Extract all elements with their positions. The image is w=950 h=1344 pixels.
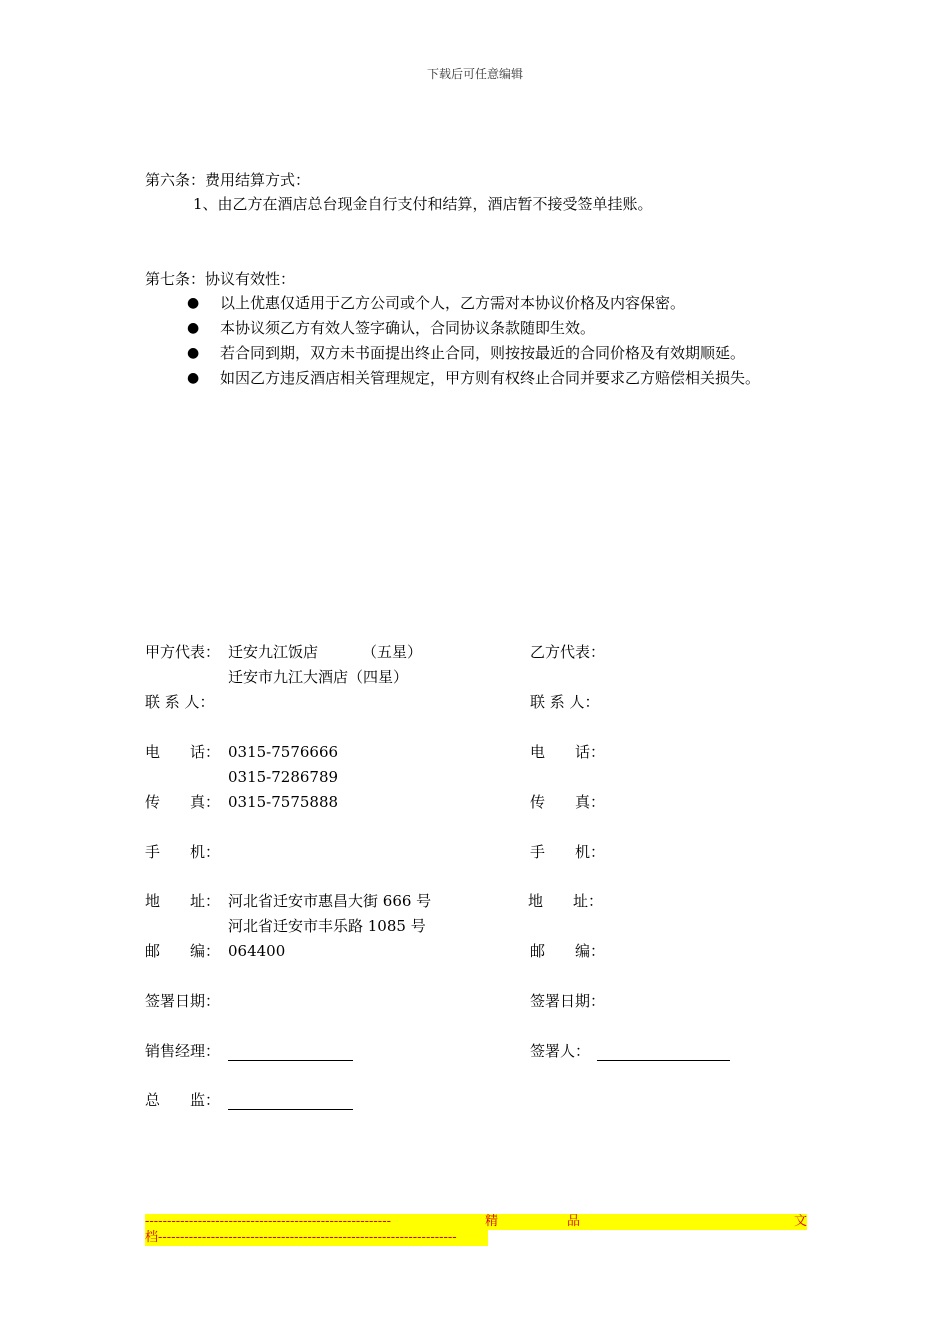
party-a-phone-1: 0315-7576666 — [228, 743, 339, 761]
footer-char: 文 — [794, 1214, 808, 1229]
bullet-icon: ● — [187, 320, 200, 336]
article-7-title: 第七条：协议有效性： — [145, 270, 296, 288]
party-b-date-label: 签署日期： — [530, 992, 606, 1010]
party-b-phone-label: 电 话： — [530, 743, 606, 761]
party-a-director-label: 总 监： — [145, 1091, 221, 1109]
party-b-mobile-label: 手 机： — [530, 843, 606, 861]
party-a-phone-label: 电 话： — [145, 743, 221, 761]
party-a-address-2: 河北省迁安市丰乐路 1085 号 — [228, 917, 426, 935]
party-a-manager-signature-line[interactable] — [228, 1041, 353, 1061]
party-b-fax-label: 传 真： — [530, 793, 606, 811]
party-b-signer-signature-line[interactable] — [597, 1041, 730, 1061]
party-a-postcode-label: 邮 编： — [145, 942, 221, 960]
article-7-item: 本协议须乙方有效人签字确认，合同协议条款随即生效。 — [220, 319, 596, 337]
bullet-icon: ● — [187, 295, 200, 311]
party-a-fax: 0315-7575888 — [228, 793, 339, 811]
footer-char: 品 — [567, 1214, 581, 1229]
party-b-contact-label: 联 系 人： — [530, 693, 600, 711]
party-a-phone-2: 0315-7286789 — [228, 768, 339, 786]
bullet-icon: ● — [187, 345, 200, 361]
article-7-item: 若合同到期，双方未书面提出终止合同，则按按最近的合同价格及有效期顺延。 — [220, 344, 746, 362]
party-a-manager-label: 销售经理： — [145, 1042, 221, 1060]
article-7-item: 以上优惠仅适用于乙方公司或个人，乙方需对本协议价格及内容保密。 — [220, 294, 686, 312]
footer-line-2: 档-------------------------------------------------------------------- — [145, 1230, 457, 1245]
party-a-rep-hotel-1-star: （五星） — [362, 643, 423, 661]
article-6-title: 第六条：费用结算方式： — [145, 171, 311, 189]
article-6-item: 1、由乙方在酒店总台现金自行支付和结算，酒店暂不接受签单挂账。 — [193, 195, 653, 213]
party-a-address-1: 河北省迁安市惠昌大街 666 号 — [228, 892, 432, 910]
party-a-rep-label: 甲方代表： — [145, 643, 221, 661]
page-header: 下载后可任意编辑 — [426, 67, 523, 81]
footer-dashes: -------------------------------------------------------- — [145, 1214, 391, 1229]
bullet-icon: ● — [187, 370, 200, 386]
party-b-signer-label: 签署人： — [530, 1042, 591, 1060]
party-a-fax-label: 传 真： — [145, 793, 221, 811]
party-b-address-label: 地 址： — [528, 892, 604, 910]
party-b-postcode-label: 邮 编： — [530, 942, 606, 960]
party-a-director-signature-line[interactable] — [228, 1090, 353, 1110]
party-a-date-label: 签署日期： — [145, 992, 221, 1010]
party-a-contact-label: 联 系 人： — [145, 693, 215, 711]
party-b-rep-label: 乙方代表： — [530, 643, 606, 661]
party-a-mobile-label: 手 机： — [145, 843, 221, 861]
party-a-rep-hotel-2: 迁安市九江大酒店（四星） — [228, 668, 409, 686]
party-a-postcode: 064400 — [228, 942, 286, 960]
party-a-address-label: 地 址： — [145, 892, 221, 910]
party-a-rep-hotel-1: 迁安九江饭店 — [228, 643, 319, 661]
footer-char: 精 — [485, 1214, 499, 1229]
article-7-item: 如因乙方违反酒店相关管理规定，甲方则有权终止合同并要求乙方赔偿相关损失。 — [220, 369, 761, 387]
